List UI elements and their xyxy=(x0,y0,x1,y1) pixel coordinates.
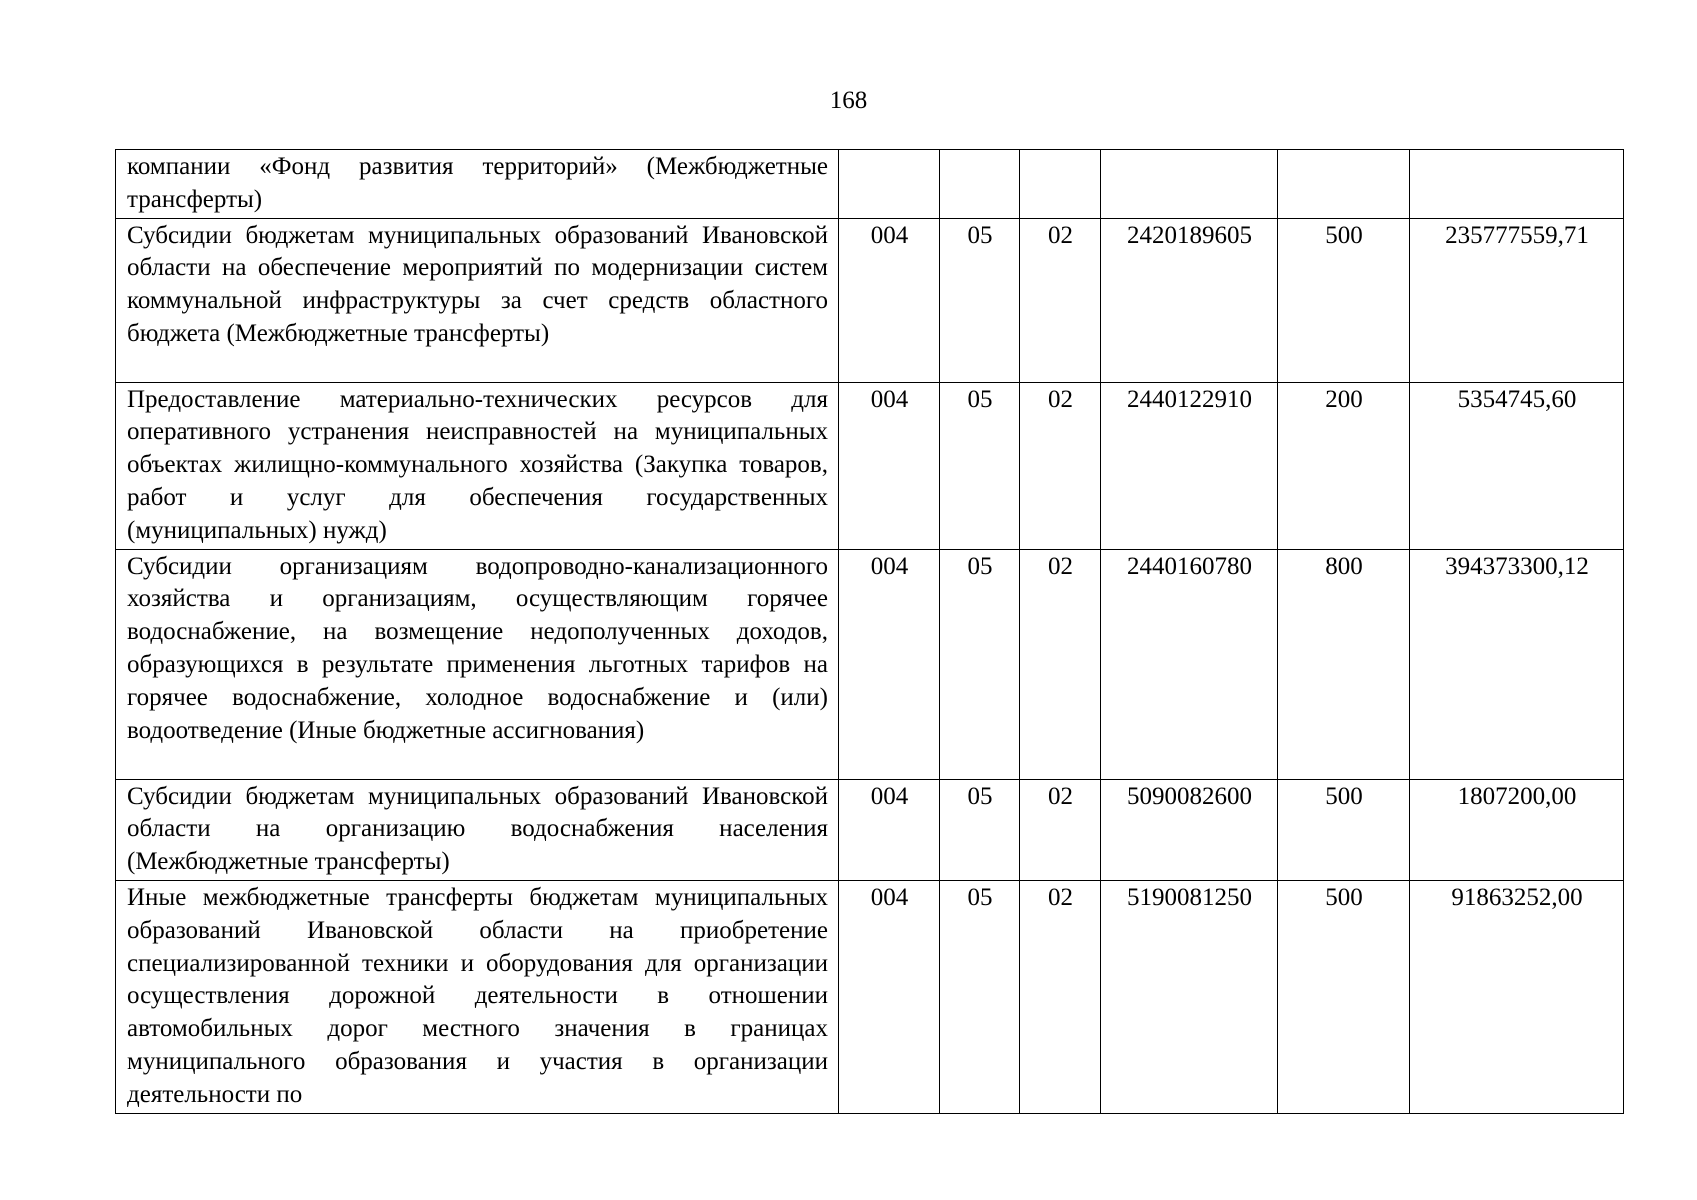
expense-type-code xyxy=(1278,150,1410,219)
subsection-code: 02 xyxy=(1020,218,1101,382)
subsection-code: 02 xyxy=(1020,880,1101,1113)
ministry-code: 004 xyxy=(839,218,940,382)
ministry-code: 004 xyxy=(839,549,940,779)
amount-value xyxy=(1410,150,1624,219)
target-article-code: 2440122910 xyxy=(1101,382,1278,549)
target-article-code: 5190081250 xyxy=(1101,880,1278,1113)
target-article-code xyxy=(1101,150,1278,219)
table-row xyxy=(116,880,1624,1113)
table-row xyxy=(116,779,1624,880)
expense-type-code: 800 xyxy=(1278,549,1410,779)
expense-type-code: 500 xyxy=(1278,880,1410,1113)
expense-description: Субсидии организациям водопроводно-канализационного хозяйства и организациям, осуществляющим горячее водоснабжение, на возмещение недополученных доходов, образующихся в результате применения льготных тарифов на горячее водоснабжение, холодное водоснабжение и (или) водоотведение (Иные бюджетные ассигнования) xyxy=(116,549,839,779)
amount-value: 394373300,12 xyxy=(1410,549,1624,779)
page-number: 168 xyxy=(829,87,868,114)
section-code: 05 xyxy=(940,779,1020,880)
ministry-code xyxy=(839,150,940,219)
section-code: 05 xyxy=(940,218,1020,382)
table-row xyxy=(116,382,1624,549)
section-code: 05 xyxy=(940,549,1020,779)
ministry-code: 004 xyxy=(839,880,940,1113)
target-article-code: 2440160780 xyxy=(1101,549,1278,779)
subsection-code: 02 xyxy=(1020,549,1101,779)
subsection-code: 02 xyxy=(1020,382,1101,549)
budget-table xyxy=(115,149,1624,1114)
table-row xyxy=(116,218,1624,382)
table-row xyxy=(116,549,1624,779)
amount-value: 5354745,60 xyxy=(1410,382,1624,549)
subsection-code xyxy=(1020,150,1101,219)
ministry-code: 004 xyxy=(839,382,940,549)
section-code: 05 xyxy=(940,382,1020,549)
amount-value: 235777559,71 xyxy=(1410,218,1624,382)
expense-description: Предоставление материально-технических ресурсов для оперативного устранения неисправностей на муниципальных объектах жилищно-коммунального хозяйства (Закупка товаров, работ и услуг для обеспечения государственных (муниципальных) нужд) xyxy=(116,382,839,549)
section-code xyxy=(940,150,1020,219)
amount-value: 1807200,00 xyxy=(1410,779,1624,880)
target-article-code: 5090082600 xyxy=(1101,779,1278,880)
subsection-code: 02 xyxy=(1020,779,1101,880)
expense-description: Субсидии бюджетам муниципальных образований Ивановской области на организацию водоснабжения населения (Межбюджетные трансферты) xyxy=(116,779,839,880)
expense-description: Субсидии бюджетам муниципальных образований Ивановской области на обеспечение мероприятий по модернизации систем коммунальной инфраструктуры за счет средств областного бюджета (Межбюджетные трансферты) xyxy=(116,218,839,382)
expense-type-code: 500 xyxy=(1278,779,1410,880)
amount-value: 91863252,00 xyxy=(1410,880,1624,1113)
section-code: 05 xyxy=(940,880,1020,1113)
expense-type-code: 500 xyxy=(1278,218,1410,382)
ministry-code: 004 xyxy=(839,779,940,880)
target-article-code: 2420189605 xyxy=(1101,218,1278,382)
expense-type-code: 200 xyxy=(1278,382,1410,549)
table-row xyxy=(116,150,1624,219)
expense-description: компании «Фонд развития территорий» (Межбюджетные трансферты) xyxy=(116,150,839,219)
expense-description: Иные межбюджетные трансферты бюджетам муниципальных образований Ивановской области на приобретение специализированной техники и оборудования для организации осуществления дорожной деятельности в отношении автомобильных дорог местного значения в границах муниципального образования и участия в организации деятельности по xyxy=(116,880,839,1113)
